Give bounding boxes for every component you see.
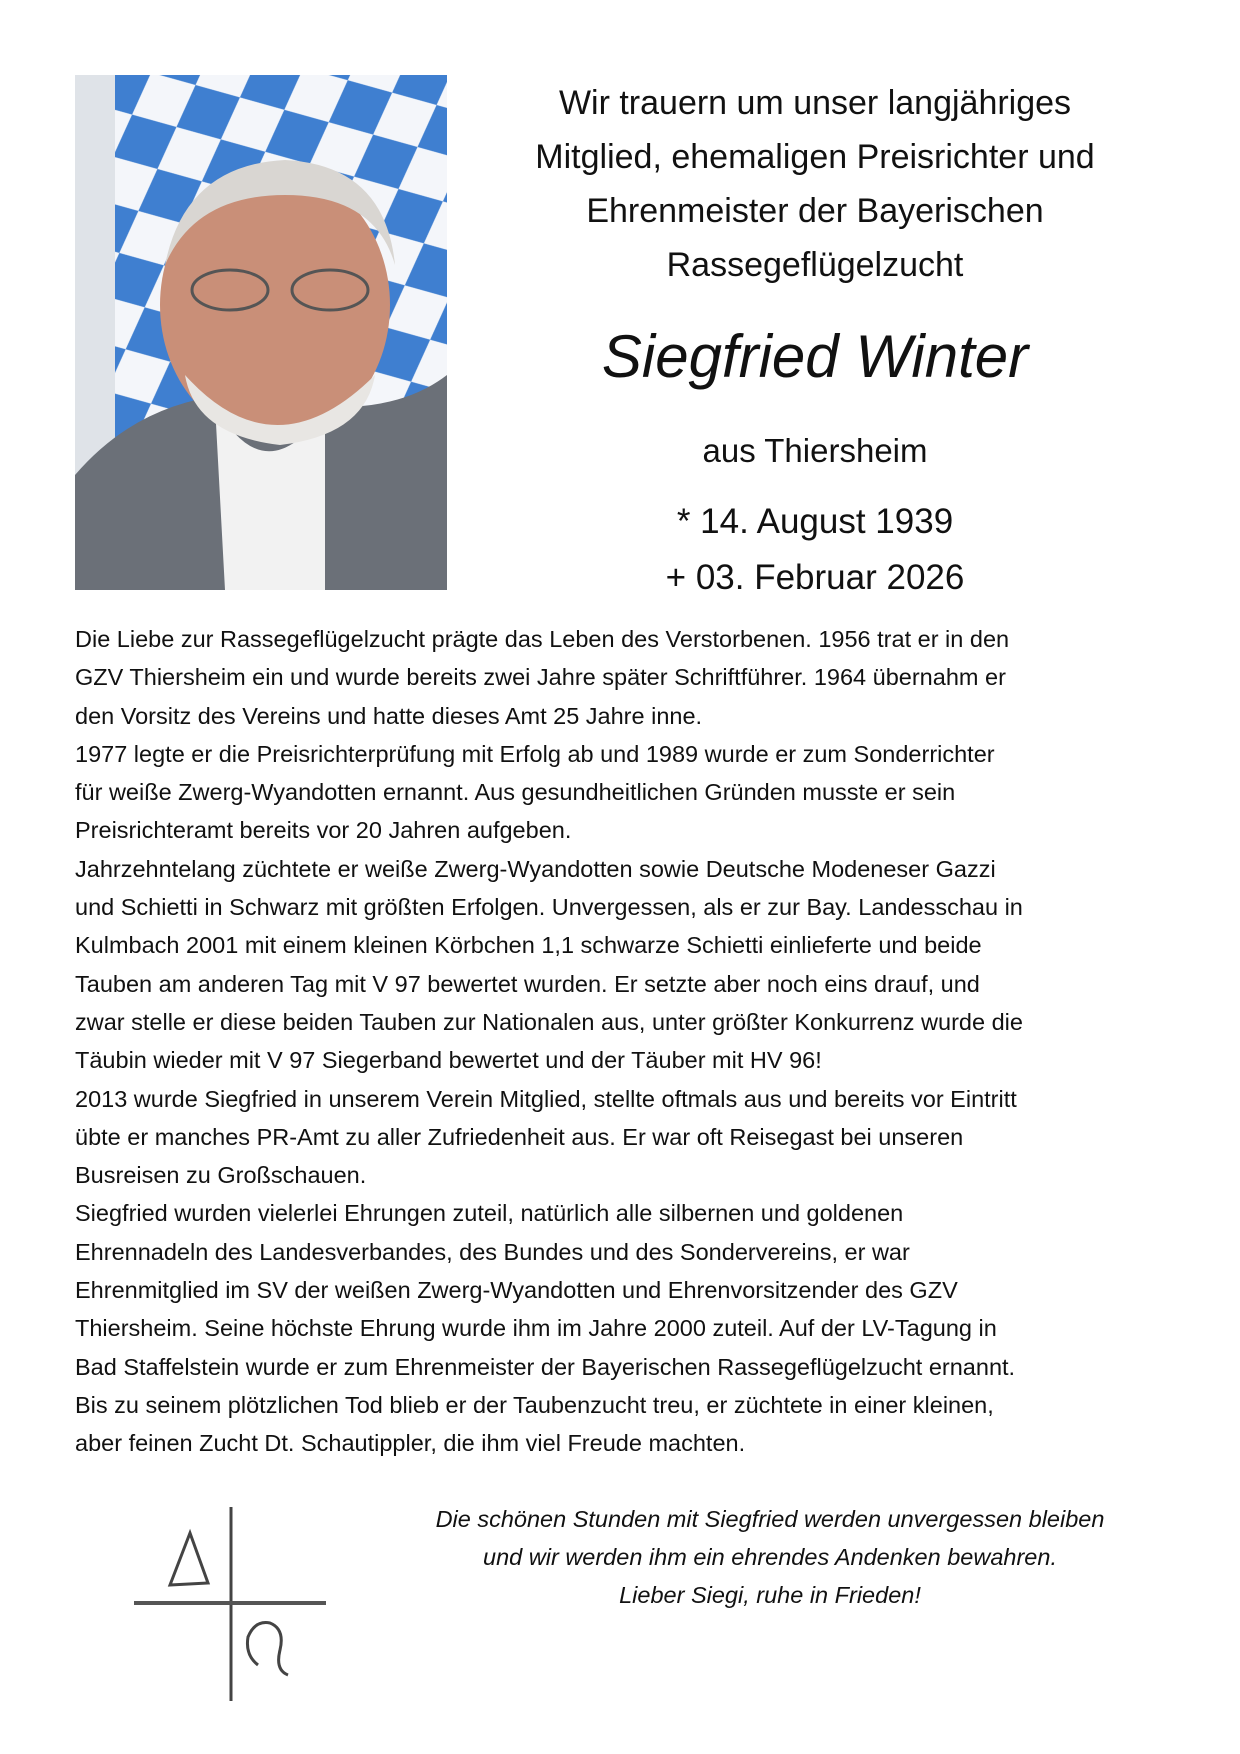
closing-line: Die schönen Stunden mit Siegfried werden unvergessen bleiben [435,1506,1105,1532]
text-line: Ehrenmitglied im SV der weißen Zwerg-Wyandotten und Ehrenvorsitzender des GZV [75,1277,958,1304]
text-line: Bis zu seinem plötzlichen Tod blieb er der Taubenzucht treu, er züchtete in einer kleinen, [75,1391,994,1418]
text-line: Die Liebe zur Rassegeflügelzucht prägte das Leben des Verstorbenen. 1956 trat er in den [75,626,1010,652]
birth-date: * 14. August 1939 [676,502,954,541]
deceased-name: Siegfried Winter [601,323,1029,390]
text-line: den Vorsitz des Vereins und hatte dieses Amt 25 Jahre inne. [75,702,703,729]
text-line: für weiße Zwerg-Wyandotten ernannt. Aus gesundheitlichen Gründen musste er sein [75,779,956,806]
text-line: Ehrennadeln des Landesverbandes, des Bundes und des Sondervereins, er war [75,1238,910,1265]
text-line: aber feinen Zucht Dt. Schautippler, die ihm viel Freude machten. [75,1430,746,1457]
text-line: Siegfried wurden vielerlei Ehrungen zuteil, natürlich alle silbernen und goldenen [75,1200,904,1227]
text-line: Kulmbach 2001 mit einem kleinen Körbchen 1,1 schwarze Schietti einlieferte und beide [75,932,982,959]
text-line: übte er manches PR-Amt zu aller Zufriedenheit aus. Er war oft Reisegast bei unseren [75,1123,964,1150]
text-line: zwar stelle er diese beiden Tauben zur Nationalen aus, unter größter Konkurrenz wurde die [75,1008,1023,1035]
text-line: und Schietti in Schwarz mit größten Erfolgen. Unvergessen, als er zur Bay. Landesschau in [75,894,1023,921]
text-line: Täubin wieder mit V 97 Siegerband bewertet und der Täuber mit HV 96! [75,1047,822,1074]
closing-words [380,1500,1160,1614]
heading-line: Ehrenmeister der Bayerischen [586,192,1044,230]
text-line: Bad Staffelstein wurde er zum Ehrenmeister der Bayerischen Rassegeflügelzucht ernannt. [75,1353,1016,1380]
heading-line: Wir trauern um unser langjähriges [558,84,1072,122]
text-line: Preisrichteramt bereits vor 20 Jahren aufgeben. [75,817,572,844]
heading-line: Rassegeflügelzucht [666,246,964,284]
text-line: Tauben am anderen Tag mit V 97 bewertet wurden. Er setzte aber noch eins drauf, und [75,970,980,997]
text-line: Busreisen zu Großschauen. [75,1162,367,1189]
text-line: Thiersheim. Seine höchste Ehrung wurde ihm im Jahre 2000 zuteil. Auf der LV-Tagung in [75,1315,997,1342]
closing-line: und wir werden ihm ein ehrendes Andenken bewahren. [483,1544,1057,1570]
text-line: GZV Thiersheim ein und wurde bereits zwei Jahre später Schriftführer. 1964 übernahm er [75,664,1006,691]
text-line: 2013 wurde Siegfried in unserem Verein Mitglied, stellte oftmals aus und bereits vor Eintritt [75,1085,1017,1112]
hometown: aus Thiersheim [702,432,928,469]
heading [470,76,1160,292]
heading-line: Mitglied, ehemaligen Preisrichter und [535,138,1095,176]
obituary-text [75,620,1175,1463]
death-date: + 03. Februar 2026 [665,558,965,597]
text-line: 1977 legte er die Preisrichterprüfung mit Erfolg ab und 1989 wurde er zum Sonderrichter [75,740,995,767]
portrait-photo [75,75,447,590]
alpha-omega-cross-symbol [130,1505,330,1705]
closing-line: Lieber Siegi, ruhe in Frieden! [619,1582,921,1608]
text-line: Jahrzehntelang züchtete er weiße Zwerg-Wyandotten sowie Deutsche Modeneser Gazzi [75,855,996,882]
